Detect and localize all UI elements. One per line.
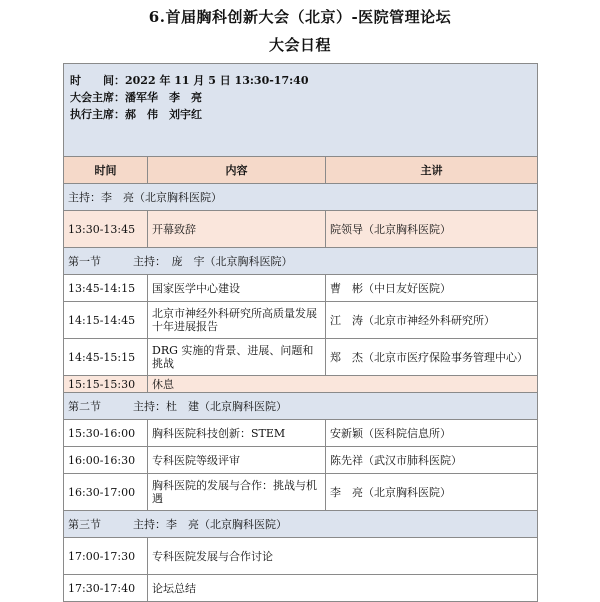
table-row bbox=[64, 538, 538, 575]
row-time: 16:00-16:30 bbox=[64, 447, 148, 474]
table-row bbox=[64, 339, 538, 376]
exec-chair-label: 执行主席： bbox=[70, 108, 125, 121]
table-row bbox=[64, 575, 538, 602]
time-value: 2022 年 11 月 5 日 13:30-17:40 bbox=[125, 74, 309, 87]
row-content: 论坛总结 bbox=[148, 575, 538, 602]
session-host: 主持：李 亮（北京胸科医院） bbox=[133, 517, 287, 531]
session-host: 主持： 庞 宇（北京胸科医院） bbox=[133, 254, 293, 268]
session-host: 主持：杜 建（北京胸科医院） bbox=[133, 399, 287, 413]
host-text: 主持：李 亮（北京胸科医院） bbox=[64, 184, 538, 211]
info-block bbox=[64, 64, 538, 157]
exec-chair-line bbox=[70, 106, 531, 123]
host-row bbox=[64, 184, 538, 211]
chair-label: 大会主席： bbox=[70, 91, 125, 104]
row-speaker: 曹 彬（中日友好医院） bbox=[326, 275, 538, 302]
time-line bbox=[70, 72, 531, 89]
row-time: 13:45-14:15 bbox=[64, 275, 148, 302]
row-time: 13:30-13:45 bbox=[64, 211, 148, 248]
exec-chair-value: 郝 伟 刘宇红 bbox=[125, 108, 202, 121]
row-time: 14:15-14:45 bbox=[64, 302, 148, 339]
break-content: 休息 bbox=[148, 376, 538, 393]
col-content-header: 内容 bbox=[148, 157, 326, 184]
row-content: DRG 实施的背景、进展、问题和挑战 bbox=[148, 339, 326, 376]
row-time: 15:30-16:00 bbox=[64, 420, 148, 447]
col-time-header: 时间 bbox=[64, 157, 148, 184]
session-label: 第一节 bbox=[68, 254, 101, 268]
row-content: 专科医院发展与合作讨论 bbox=[148, 538, 538, 575]
row-time: 14:45-15:15 bbox=[64, 339, 148, 376]
page-subtitle: 大会日程 bbox=[268, 36, 331, 54]
time-label: 时 间： bbox=[70, 74, 125, 87]
row-content: 胸科医院的发展与合作：挑战与机遇 bbox=[148, 474, 326, 511]
row-speaker: 院领导（北京胸科医院） bbox=[326, 211, 538, 248]
break-time: 15:15-15:30 bbox=[64, 376, 148, 393]
table-header bbox=[64, 157, 538, 184]
col-speaker-header: 主讲 bbox=[326, 157, 538, 184]
session-row bbox=[64, 393, 538, 420]
row-content: 北京市神经外科研究所高质量发展十年进展报告 bbox=[148, 302, 326, 339]
table-row bbox=[64, 447, 538, 474]
table-row bbox=[64, 275, 538, 302]
row-time: 17:00-17:30 bbox=[64, 538, 148, 575]
schedule-table bbox=[63, 63, 538, 602]
row-content: 开幕致辞 bbox=[148, 211, 326, 248]
chair-line bbox=[70, 89, 531, 106]
row-speaker: 安新颖（医科院信息所） bbox=[326, 420, 538, 447]
session-row bbox=[64, 511, 538, 538]
row-content: 专科医院等级评审 bbox=[148, 447, 326, 474]
row-speaker: 江 涛（北京市神经外科研究所） bbox=[326, 302, 538, 339]
session-label: 第二节 bbox=[68, 399, 101, 413]
break-row bbox=[64, 376, 538, 393]
row-content: 胸科医院科技创新：STEM bbox=[148, 420, 326, 447]
row-speaker: 陈先祥（武汉市肺科医院） bbox=[326, 447, 538, 474]
table-row bbox=[64, 474, 538, 511]
session-label: 第三节 bbox=[68, 517, 101, 531]
table-row bbox=[64, 420, 538, 447]
row-speaker: 郑 杰（北京市医疗保险事务管理中心） bbox=[326, 339, 538, 376]
row-content: 国家医学中心建设 bbox=[148, 275, 326, 302]
row-time: 16:30-17:00 bbox=[64, 474, 148, 511]
row-speaker: 李 亮（北京胸科医院） bbox=[326, 474, 538, 511]
page-title: 6.首届胸科创新大会（北京）-医院管理论坛 bbox=[148, 8, 452, 26]
session-row bbox=[64, 248, 538, 275]
table-row bbox=[64, 302, 538, 339]
chair-value: 潘军华 李 亮 bbox=[125, 91, 202, 104]
table-row bbox=[64, 211, 538, 248]
row-time: 17:30-17:40 bbox=[64, 575, 148, 602]
